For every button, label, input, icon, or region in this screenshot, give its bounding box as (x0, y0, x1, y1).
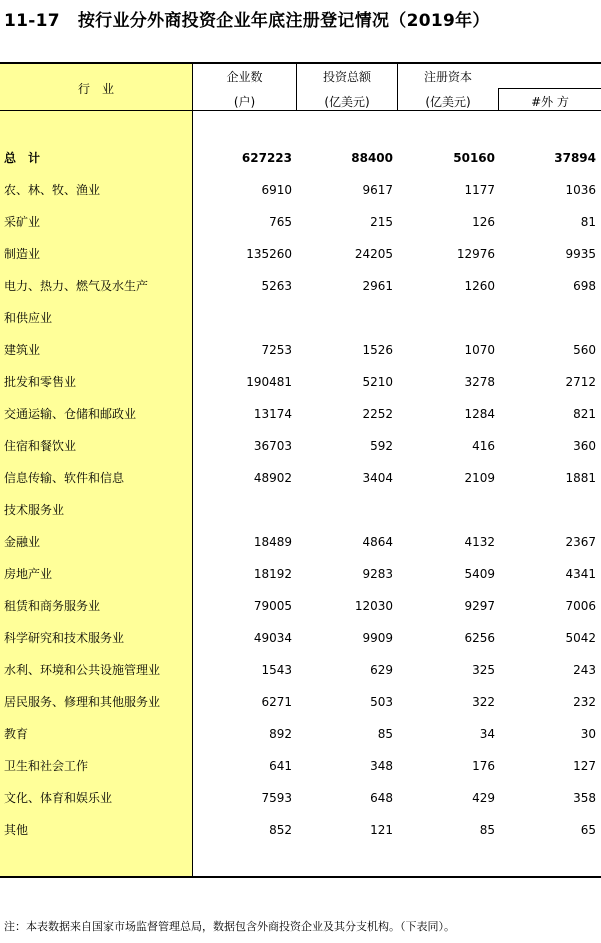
investment-value: 85 (377, 727, 393, 741)
header-enterprises-unit: (户) (233, 95, 256, 109)
enterprises-value: 36703 (253, 439, 292, 453)
investment-value: 9283 (362, 567, 393, 581)
table-row (0, 660, 601, 680)
table-row (0, 756, 601, 776)
industry-label: 交通运输、仓储和邮政业 (4, 407, 137, 421)
header-registered: 注册资本 (423, 70, 472, 84)
foreign-value: 5042 (565, 631, 596, 645)
industry-label: 房地产业 (4, 567, 53, 581)
registered-value: 1284 (464, 407, 495, 421)
registered-value: 4132 (464, 535, 495, 549)
foreign-value: 243 (573, 663, 596, 677)
investment-value: 9909 (362, 631, 393, 645)
table-row (0, 372, 601, 392)
investment-value: 5210 (362, 375, 393, 389)
investment-value: 121 (370, 823, 393, 837)
header-investment-unit: (亿美元) (324, 95, 370, 109)
table-row (0, 276, 601, 296)
foreign-value: 30 (580, 727, 596, 741)
registered-value: 3278 (464, 375, 495, 389)
top-rule (0, 62, 601, 64)
industry-label: 科学研究和技术服务业 (4, 631, 125, 645)
enterprises-value: 765 (269, 215, 292, 229)
table-row (0, 596, 601, 616)
investment-value: 1526 (362, 343, 393, 357)
industry-label: 批发和零售业 (4, 375, 77, 389)
industry-label: 住宿和餐饮业 (4, 439, 77, 453)
investment-value: 4864 (362, 535, 393, 549)
header-enterprises: 企业数 (226, 70, 263, 84)
enterprises-value: 79005 (253, 599, 292, 613)
registered-value: 5409 (464, 567, 495, 581)
table-row (0, 820, 601, 840)
table-row (0, 212, 601, 232)
table-row (0, 724, 601, 744)
industry-label: 其他 (4, 823, 29, 837)
registered-value: 126 (472, 215, 495, 229)
enterprises-value: 18489 (253, 535, 292, 549)
foreign-value: 698 (573, 279, 596, 293)
registered-value: 34 (479, 727, 495, 741)
table-row (0, 468, 601, 488)
table-row (0, 500, 601, 520)
investment-value: 215 (370, 215, 393, 229)
header-bottom-rule (0, 110, 601, 111)
industry-label: 电力、热力、燃气及水生产 (4, 279, 149, 293)
foreign-value: 81 (580, 215, 596, 229)
industry-label: 文化、体育和娱乐业 (4, 791, 113, 805)
enterprises-value: 6271 (261, 695, 292, 709)
table-row (0, 244, 601, 264)
enterprises-value: 6910 (261, 183, 292, 197)
foreign-value: 358 (573, 791, 596, 805)
investment-value: 2961 (362, 279, 393, 293)
foreign-value: 2367 (565, 535, 596, 549)
industry-label: 农、林、牧、渔业 (4, 183, 101, 197)
foreign-value: 360 (573, 439, 596, 453)
investment-value: 12030 (354, 599, 393, 613)
table-title: 按行业分外商投资企业年底注册登记情况（2019年） (77, 11, 490, 31)
enterprises-value: 5263 (261, 279, 292, 293)
industry-label: 制造业 (4, 247, 41, 261)
industry-label: 总 计 (4, 151, 41, 165)
registered-value: 85 (479, 823, 495, 837)
registered-value: 1260 (464, 279, 495, 293)
industry-label: 水利、环境和公共设施管理业 (4, 663, 161, 677)
foreign-value: 1881 (565, 471, 596, 485)
bottom-rule (0, 876, 601, 878)
industry-label: 采矿业 (4, 215, 41, 229)
registered-value: 12976 (456, 247, 495, 261)
registered-value: 1070 (464, 343, 495, 357)
investment-value: 88400 (351, 151, 393, 165)
registered-value: 1177 (464, 183, 495, 197)
enterprises-value: 627223 (241, 151, 292, 165)
foreign-value: 9935 (565, 247, 596, 261)
registered-value: 429 (472, 791, 495, 805)
table-row (0, 692, 601, 712)
enterprises-value: 190481 (246, 375, 292, 389)
investment-value: 629 (370, 663, 393, 677)
investment-value: 9617 (362, 183, 393, 197)
table-row (0, 404, 601, 424)
registered-value: 9297 (464, 599, 495, 613)
enterprises-value: 18192 (253, 567, 292, 581)
foreign-value: 7006 (565, 599, 596, 613)
industry-label: 信息传输、软件和信息 (4, 471, 125, 485)
table-number: 11-17 (4, 11, 60, 31)
foreign-value: 560 (573, 343, 596, 357)
enterprises-value: 641 (269, 759, 292, 773)
header-investment: 投资总额 (322, 70, 371, 84)
footnote: 注：本表数据来自国家市场监督管理总局，数据包含外商投资企业及其分支机构。（下表同）。 (4, 920, 455, 933)
industry-label: 技术服务业 (4, 503, 65, 517)
investment-value: 648 (370, 791, 393, 805)
enterprises-value: 852 (269, 823, 292, 837)
table-row (0, 788, 601, 808)
industry-label: 金融业 (4, 535, 41, 549)
registered-value: 6256 (464, 631, 495, 645)
registered-value: 416 (472, 439, 495, 453)
registered-value: 325 (472, 663, 495, 677)
registered-value: 2109 (464, 471, 495, 485)
table-row (0, 180, 601, 200)
investment-value: 348 (370, 759, 393, 773)
registered-value: 50160 (453, 151, 495, 165)
industry-label: 居民服务、修理和其他服务业 (4, 695, 161, 709)
table-row (0, 564, 601, 584)
enterprises-value: 13174 (253, 407, 292, 421)
page-title (4, 6, 490, 31)
industry-label: 和供应业 (4, 311, 53, 325)
table-row (0, 628, 601, 648)
foreign-value: 232 (573, 695, 596, 709)
investment-value: 24205 (354, 247, 393, 261)
foreign-value: 821 (573, 407, 596, 421)
investment-value: 2252 (362, 407, 393, 421)
table-row (0, 340, 601, 360)
registered-value: 322 (472, 695, 495, 709)
foreign-value: 127 (573, 759, 596, 773)
foreign-value: 4341 (565, 567, 596, 581)
total-row (0, 148, 601, 168)
foreign-value: 65 (580, 823, 596, 837)
table-row (0, 436, 601, 456)
investment-value: 3404 (362, 471, 393, 485)
table-row (0, 308, 601, 328)
industry-label: 建筑业 (4, 343, 41, 357)
enterprises-value: 48902 (253, 471, 292, 485)
foreign-value: 2712 (565, 375, 596, 389)
foreign-value: 37894 (554, 151, 596, 165)
table-row (0, 532, 601, 552)
registered-value: 176 (472, 759, 495, 773)
header-registered-unit: (亿美元) (425, 95, 471, 109)
enterprises-value: 135260 (246, 247, 292, 261)
industry-label: 教育 (4, 727, 29, 741)
header-mid-rule (498, 88, 601, 89)
enterprises-value: 49034 (253, 631, 292, 645)
investment-value: 592 (370, 439, 393, 453)
header-foreign: #外 方 (531, 95, 569, 109)
enterprises-value: 7593 (261, 791, 292, 805)
enterprises-value: 892 (269, 727, 292, 741)
enterprises-value: 1543 (261, 663, 292, 677)
enterprises-value: 7253 (261, 343, 292, 357)
industry-label: 租赁和商务服务业 (4, 599, 101, 613)
header-industry: 行 业 (77, 82, 114, 96)
industry-label: 卫生和社会工作 (4, 759, 89, 773)
investment-value: 503 (370, 695, 393, 709)
foreign-value: 1036 (565, 183, 596, 197)
